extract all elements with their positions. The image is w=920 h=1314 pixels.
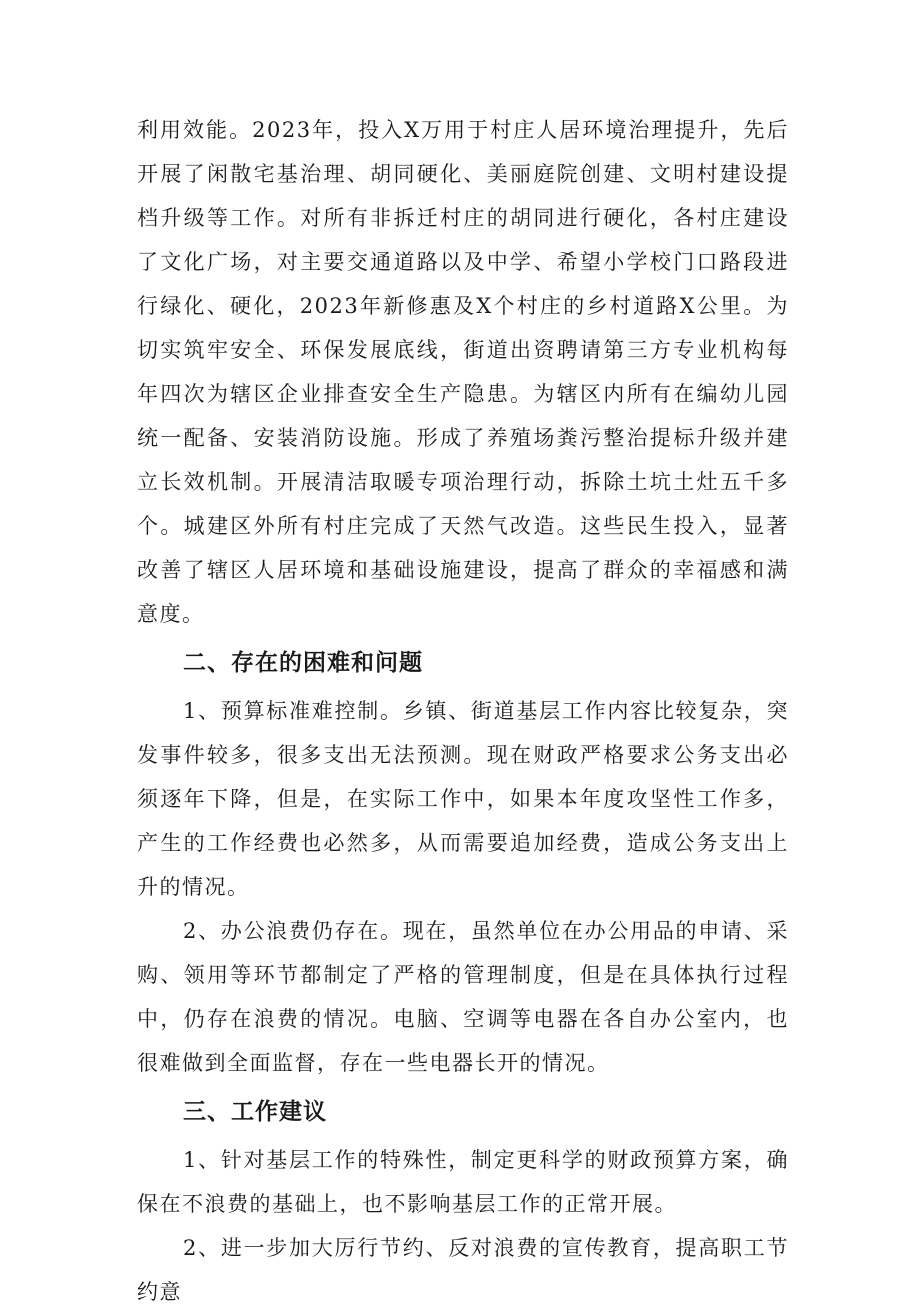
section-heading-difficulties: 二、存在的困难和问题 <box>183 650 423 676</box>
problem-item-waste: 2、办公浪费仍存在。现在，虽然单位在办公用品的申请、采购、领用等环节都制定了严格的管理制度，但是在具体执行过程中，仍存在浪费的情况。电脑、空调等电器在各自办公室内，也很难做到全面监督，存在一些电器长开的情况。 <box>137 919 789 1075</box>
document-body <box>137 108 789 1314</box>
suggestion-item-education: 2、进一步加大厉行节约、反对浪费的宣传教育，提高职工节约意 <box>137 1236 789 1304</box>
intro-paragraph: 利用效能。2023年，投入X万用于村庄人居环境治理提升，先后开展了闲散宅基治理、胡同硬化、美丽庭院创建、文明村建设提档升级等工作。对所有非拆迁村庄的胡同进行硬化，各村庄建设了文化广场，对主要交通道路以及中学、希望小学校门口路段进行绿化、硬化，2023年新修惠及X个村庄的乡村道路X公里。为切实筑牢安全、环保发展底线，街道出资聘请第三方专业机构每年四次为辖区企业排查安全生产隐患。为辖区内所有在编幼儿园统一配备、安装消防设施。形成了养殖场粪污整治提标升级并建立长效机制。开展清洁取暖专项治理行动，拆除土坑土灶五千多个。城建区外所有村庄完成了天然气改造。这些民生投入，显著改善了辖区人居环境和基础设施建设，提高了群众的幸福感和满意度。 <box>137 118 789 626</box>
section-heading-suggestions: 三、工作建议 <box>183 1099 327 1125</box>
problem-item-budget: 1、预算标准难控制。乡镇、街道基层工作内容比较复杂，突发事件较多，很多支出无法预测。现在财政严格要求公务支出必须逐年下降，但是，在实际工作中，如果本年度攻坚性工作多，产生的工作经费也必然多，从而需要追加经费，造成公务支出上升的情况。 <box>137 699 789 899</box>
suggestion-item-budget-plan: 1、针对基层工作的特殊性，制定更科学的财政预算方案，确保在不浪费的基础上，也不影响基层工作的正常开展。 <box>137 1148 789 1216</box>
